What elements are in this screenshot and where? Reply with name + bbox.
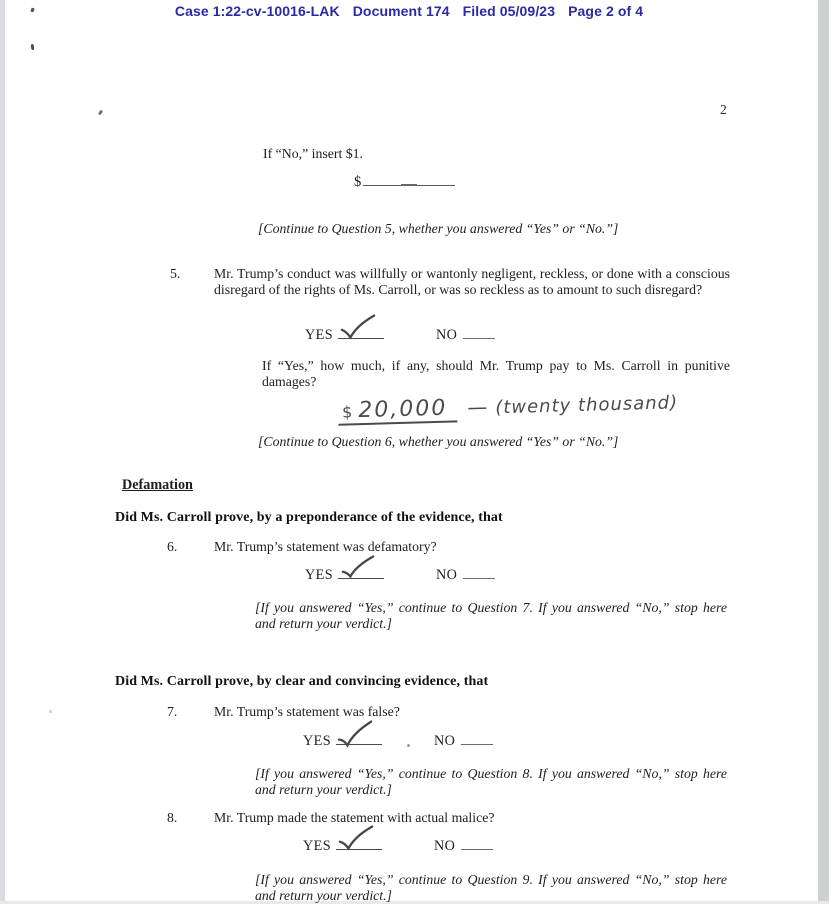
question-6-instruction: [If you answered “Yes,” continue to Question 7. If you answered “No,” stop here and return your verdict.]	[255, 600, 727, 632]
handwritten-currency-symbol: $	[341, 402, 354, 422]
clear-convincing-lead-in: Did Ms. Carroll prove, by clear and convincing evidence, that	[115, 674, 489, 689]
insert-one-dollar-prompt: If “No,” insert $1.	[263, 146, 363, 161]
question-6-answer-row	[305, 564, 495, 586]
no-answer-blank	[463, 564, 495, 579]
yes-answer-blank	[336, 730, 382, 745]
handwritten-dash: —	[466, 394, 488, 420]
scan-edge-right	[818, 0, 829, 904]
no-label: NO	[436, 567, 458, 583]
question-7-instruction: [If you answered “Yes,” continue to Question 8. If you answered “No,” stop here and return your verdict.]	[255, 766, 727, 798]
question-7-number: 7.	[167, 704, 178, 719]
scan-artifact	[31, 44, 35, 50]
no-answer-blank	[461, 835, 493, 850]
question-8-instruction: [If you answered “Yes,” continue to Question 9. If you answered “No,” stop here and return your verdict.]	[255, 872, 727, 904]
handwritten-checkmark-icon	[337, 718, 375, 748]
question-6-number: 6.	[167, 539, 178, 554]
amount-blank-row	[354, 173, 455, 191]
no-label: NO	[436, 327, 458, 343]
question-6-text: Mr. Trump’s statement was defamatory?	[214, 539, 437, 554]
no-answer-blank	[463, 324, 495, 339]
stamp-document-number: Document 174	[352, 3, 450, 19]
no-label: NO	[434, 733, 456, 749]
question-8-text: Mr. Trump made the statement with actual malice?	[214, 810, 495, 825]
currency-symbol: $	[354, 174, 362, 190]
amount-blank-line	[363, 173, 455, 186]
handwritten-amount: 20,000	[357, 395, 448, 424]
scan-artifact	[49, 710, 52, 713]
yes-label: YES	[305, 567, 334, 583]
preponderance-lead-in: Did Ms. Carroll prove, by a preponderance of the evidence, that	[115, 510, 503, 525]
handwritten-amount-words: (twenty thousand)	[495, 392, 679, 419]
handwritten-damages-amount	[338, 389, 679, 423]
yes-answer-blank	[338, 564, 384, 579]
page-number: 2	[720, 102, 727, 117]
no-label: NO	[434, 838, 456, 854]
continue-note-to-q6: [Continue to Question 6, whether you answered “Yes” or “No.”]	[258, 434, 619, 449]
yes-answer-blank	[338, 324, 384, 339]
question-5-answer-row	[305, 324, 495, 346]
punitive-damages-prompt: If “Yes,” how much, if any, should Mr. Trump pay to Ms. Carroll in punitive damages?	[262, 358, 730, 390]
pacer-stamp	[0, 3, 818, 19]
stamp-case-number: Case 1:22-cv-10016-LAK	[174, 3, 340, 19]
question-8-number: 8.	[167, 810, 178, 825]
question-7-answer-row	[303, 730, 493, 752]
stamp-page-of: Page 2 of 4	[568, 3, 644, 19]
yes-answer-blank	[336, 835, 382, 850]
question-8-answer-row	[303, 835, 493, 857]
question-7-text: Mr. Trump’s statement was false?	[214, 704, 400, 719]
handwritten-checkmark-icon	[337, 823, 375, 853]
handwritten-checkmark-icon	[339, 552, 377, 582]
yes-label: YES	[305, 327, 334, 343]
handwritten-dash-mark	[401, 184, 417, 186]
question-5-text: Mr. Trump’s conduct was willfully or wantonly negligent, reckless, or done with a conscious disregard of the rights of Ms. Carroll, or was so reckless as to amount to such disregard?	[214, 266, 730, 298]
no-answer-blank	[461, 730, 493, 745]
continue-note-to-q5: [Continue to Question 5, whether you answered “Yes” or “No.”]	[258, 221, 619, 236]
question-5-number: 5.	[170, 266, 181, 281]
handwritten-checkmark-icon	[339, 312, 377, 342]
yes-label: YES	[303, 733, 332, 749]
stamp-filed-date: Filed 05/09/23	[462, 3, 556, 19]
scan-artifact	[98, 110, 103, 116]
scan-edge-left	[0, 0, 5, 904]
defamation-heading: Defamation	[122, 477, 193, 493]
yes-label: YES	[303, 838, 332, 854]
